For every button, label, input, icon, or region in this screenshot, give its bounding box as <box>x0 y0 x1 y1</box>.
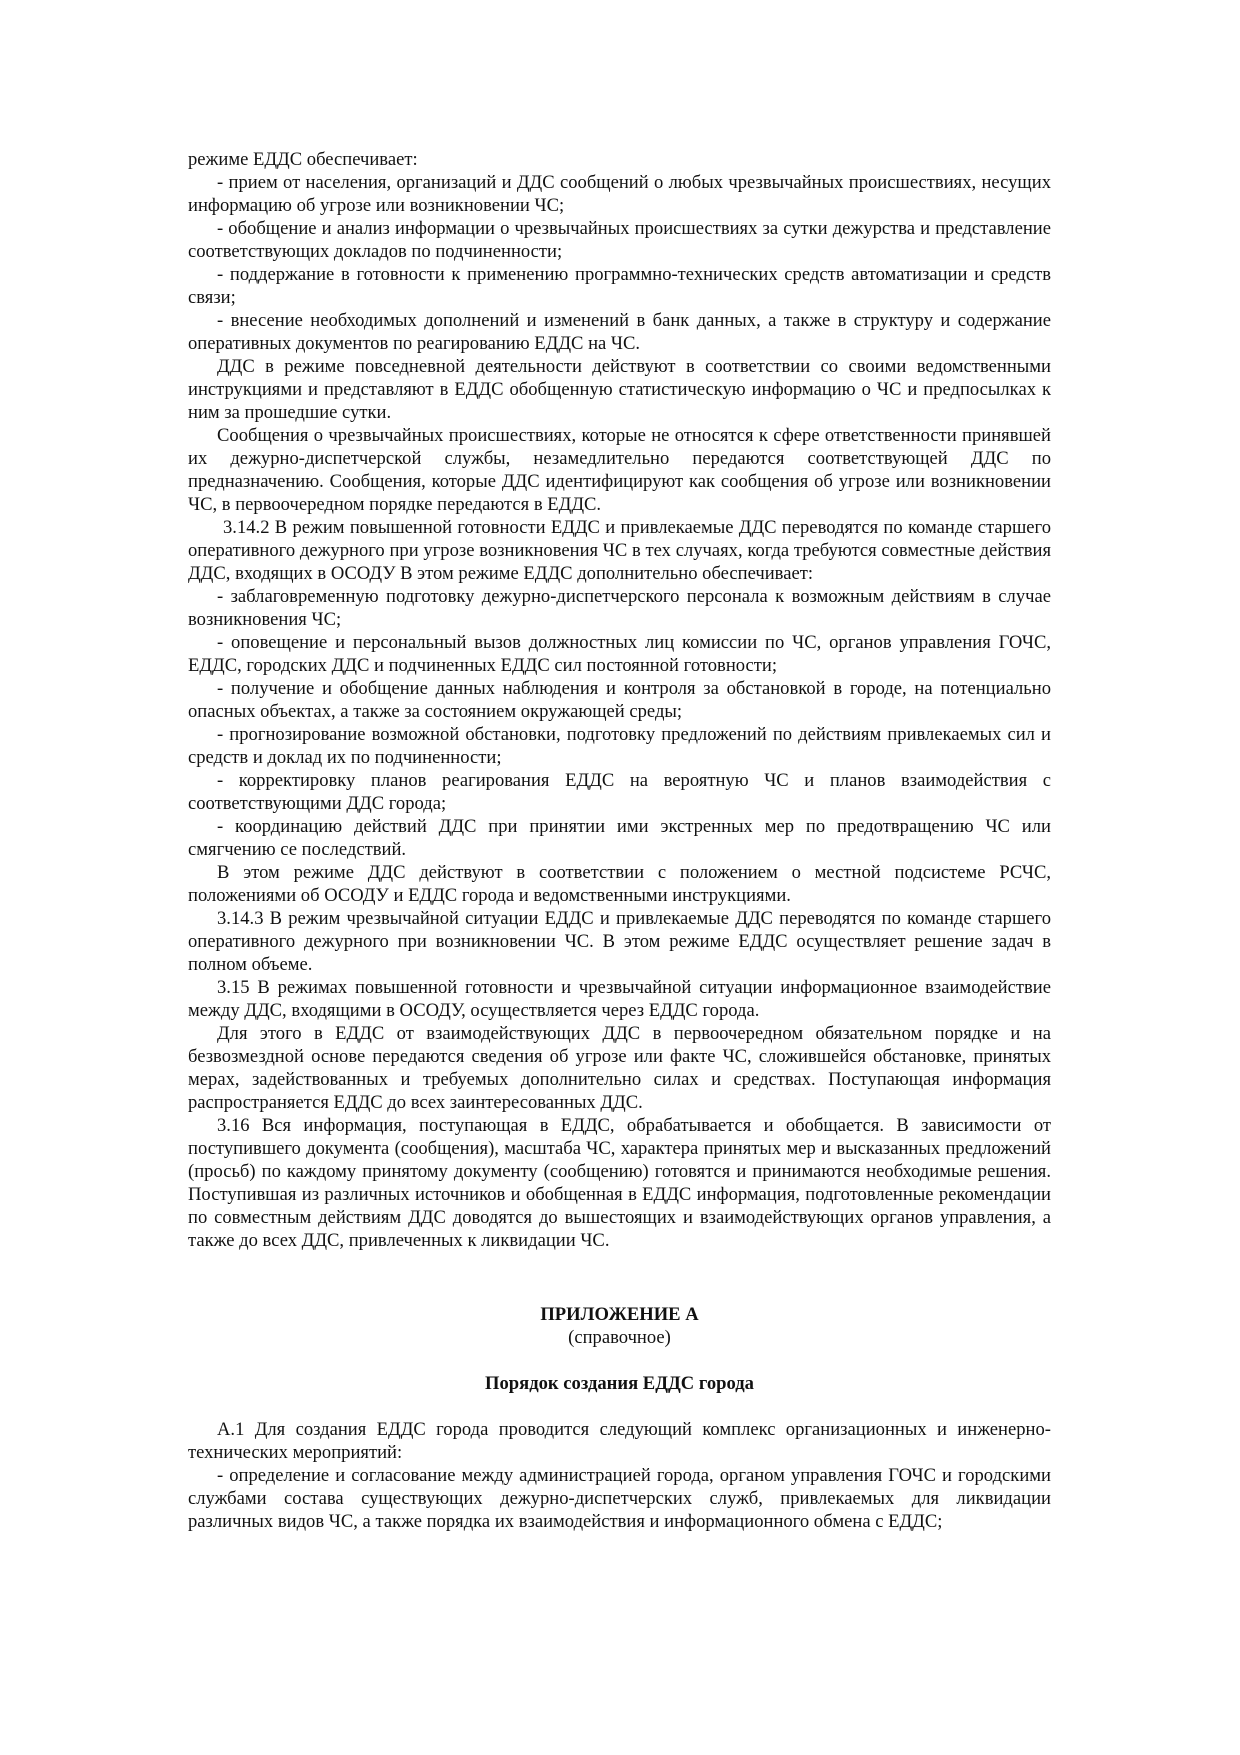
appendix-heading: ПРИЛОЖЕНИЕ А <box>540 1304 699 1325</box>
paragraph-mode-dds: В этом режиме ДДС действуют в соответствии с положением о местной подсистеме РСЧС, положениями об ОСОДУ и ЕДДС города и ведомственными инструкциями. <box>188 862 1051 906</box>
paragraph-a-1: А.1 Для создания ЕДДС города проводится следующий комплекс организационных и инженерно-технических мероприятий: <box>188 1419 1051 1463</box>
list-item-notification: - оповещение и персональный вызов должностных лиц комиссии по ЧС, органов управления ГОЧС, ЕДДС, городских ДДС и подчиненных ЕДДС сил постоянной готовности; <box>188 632 1051 676</box>
paragraph-info-exchange: Для этого в ЕДДС от взаимодействующих ДДС в первоочередном обязательном порядке и на безвозмездной основе передаются сведения об угрозе или факте ЧС, сложившейся обстановке, принятых мерах, задействованных и требуемых дополнительно силах и средствах. Поступающая информация распространяется ЕДДС до всех заинтересованных ДДС. <box>188 1023 1051 1113</box>
list-item-training: - заблаговременную подготовку дежурно-диспетчерского персонала к возможным действиям в случае возникновения ЧС; <box>188 586 1051 630</box>
paragraph-3-14-3: 3.14.3 В режим чрезвычайной ситуации ЕДДС и привлекаемые ДДС переводятся по команде старшего оперативного дежурного при возникновении ЧС. В этом режиме ЕДДС осуществляет решение задач в полном объеме. <box>188 908 1051 975</box>
paragraph-3-14-2: 3.14.2 В режим повышенной готовности ЕДДС и привлекаемые ДДС переводятся по команде старшего оперативного дежурного при угрозе возникновения ЧС в тех случаях, когда требуются совместные действия ДДС, входящих в ОСОДУ В этом режиме ЕДДС дополнительно обеспечивает: <box>188 517 1051 584</box>
appendix-subheading: (справочное) <box>568 1327 671 1348</box>
list-item-database: - внесение необходимых дополнений и изменений в банк данных, а также в структуру и содержание оперативных документов по реагированию ЕДДС на ЧС. <box>188 310 1051 354</box>
list-item-forecast: - прогнозирование возможной обстановки, подготовку предложений по действиям привлекаемых сил и средств и доклад их по подчиненности; <box>188 724 1051 768</box>
list-item-analysis: - обобщение и анализ информации о чрезвычайных происшествиях за сутки дежурства и представление соответствующих докладов по подчиненности; <box>188 218 1051 262</box>
appendix-header <box>188 1303 1051 1395</box>
list-item-definition: - определение и согласование между администрацией города, органом управления ГОЧС и городскими службами состава существующих дежурно-диспетчерских служб, привлекаемых для ликвидации различных видов ЧС, а также порядка их взаимодействия и информационного обмена с ЕДДС; <box>188 1465 1051 1532</box>
document-page <box>188 148 1051 1533</box>
list-item-readiness: - поддержание в готовности к применению программно-технических средств автоматизации и средств связи; <box>188 264 1051 308</box>
list-item-coordination: - координацию действий ДДС при принятии ими экстренных мер по предотвращению ЧС или смягчению се последствий. <box>188 816 1051 860</box>
paragraph-3-15: 3.15 В режимах повышенной готовности и чрезвычайной ситуации информационное взаимодействие между ДДС, входящими в ОСОДУ, осуществляется через ЕДДС города. <box>188 977 1051 1021</box>
paragraph-messages: Сообщения о чрезвычайных происшествиях, которые не относятся к сфере ответственности принявшей их дежурно-диспетчерской службы, незамедлительно передаются соответствующей ДДС по предназначению. Сообщения, которые ДДС идентифицируют как сообщения об угрозе или возникновении ЧС, в первоочередном порядке передаются в ЕДДС. <box>188 425 1051 515</box>
paragraph-intro: режиме ЕДДС обеспечивает: <box>188 149 418 170</box>
list-item-reception: - прием от населения, организаций и ДДС сообщений о любых чрезвычайных происшествиях, несущих информацию об угрозе или возникновении ЧС; <box>188 172 1051 216</box>
list-item-monitoring: - получение и обобщение данных наблюдения и контроля за обстановкой в городе, на потенциально опасных объектах, а также за состоянием окружающей среды; <box>188 678 1051 722</box>
list-item-plans: - корректировку планов реагирования ЕДДС на вероятную ЧС и планов взаимодействия с соответствующими ДДС города; <box>188 770 1051 814</box>
appendix-body <box>188 1418 1051 1533</box>
paragraph-3-16: 3.16 Вся информация, поступающая в ЕДДС, обрабатывается и обобщается. В зависимости от поступившего документа (сообщения), масштаба ЧС, характера принятых мер и высказанных предложений (просьб) по каждому принятому документу (сообщению) готовятся и принимаются необходимые решения. Поступившая из различных источников и обобщенная в ЕДДС информация, подготовленные рекомендации по совместным действиям ДДС доводятся до вышестоящих и взаимодействующих органов управления, а также до всех ДДС, привлеченных к ликвидации ЧС. <box>188 1115 1051 1251</box>
paragraph-dds-daily: ДДС в режиме повседневной деятельности действуют в соответствии со своими ведомственными инструкциями и представляют в ЕДДС обобщенную статистическую информацию о ЧС и предпосылках к ним за прошедшие сутки. <box>188 356 1051 423</box>
appendix-title: Порядок создания ЕДДС города <box>485 1373 754 1394</box>
